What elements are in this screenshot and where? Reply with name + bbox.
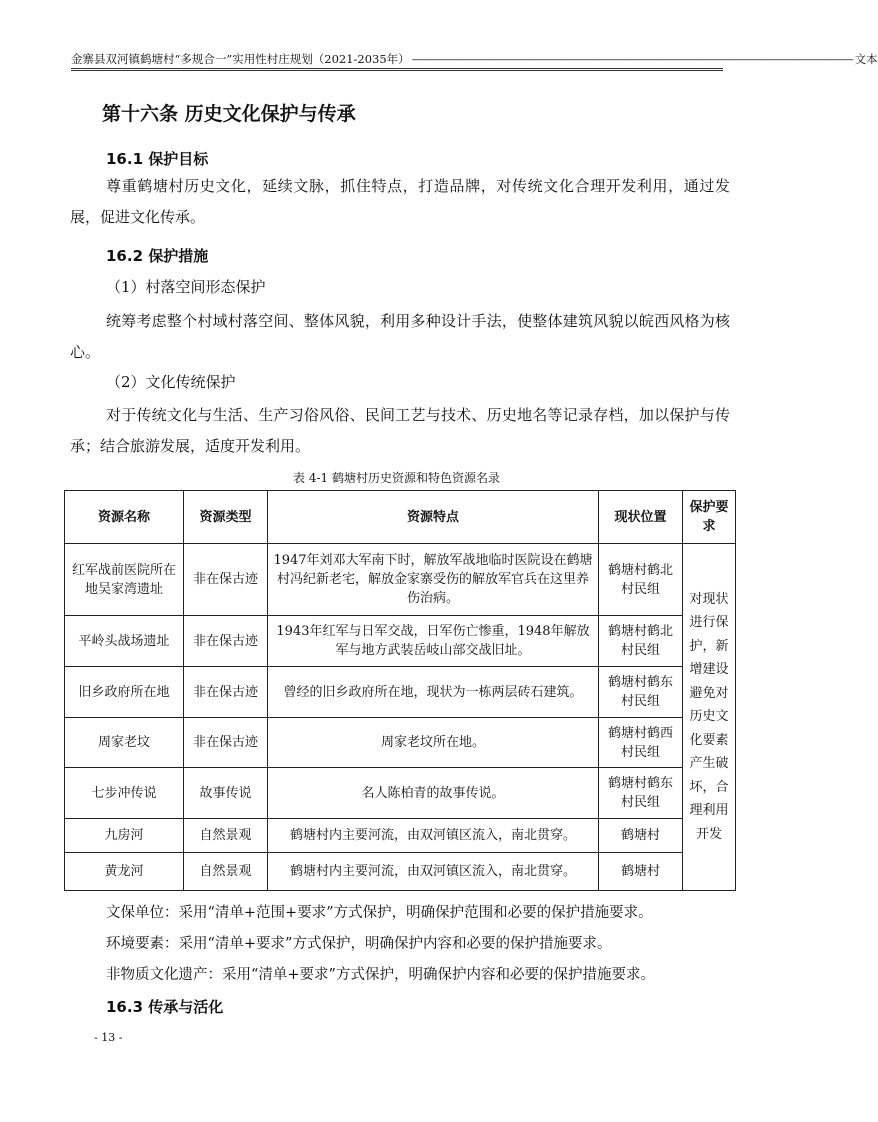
header-location: 现状位置 [599, 491, 683, 544]
table-row [65, 853, 736, 891]
table-row [65, 544, 736, 616]
cell-type: 非在保古迹 [184, 718, 268, 768]
cell-type: 自然景观 [184, 819, 268, 853]
resource-table [64, 490, 736, 891]
cell-name: 黄龙河 [65, 853, 184, 891]
table-row [65, 718, 736, 768]
table-row [65, 667, 736, 718]
section-16-1-text: 尊重鹤塘村历史文化，延续文脉，抓住特点，打造品牌，对传统文化合理开发利用，通过发展，促进文化传承。 [70, 177, 730, 226]
header-right-label: 文本 [854, 52, 878, 66]
cell-location: 鹤塘村鹤北村民组 [599, 544, 683, 616]
cell-protection-requirement: 对现状进行保护，新增建设避免对历史文化要素产生破坏，合理利用开发 [683, 544, 736, 891]
rule-environmental-elements: 环境要素：采用“清单+要求”方式保护，明确保护内容和必要的保护措施要求。 [106, 936, 612, 952]
subsection-1-title: （1）村落空间形态保护 [106, 278, 266, 296]
cell-type: 非在保古迹 [184, 667, 268, 718]
cell-location: 鹤塘村鹤西村民组 [599, 718, 683, 768]
cell-feature: 鹤塘村内主要河流，由双河镇区流入，南北贯穿。 [268, 853, 599, 891]
subsection-2-title: （2）文化传统保护 [106, 373, 236, 391]
cell-name: 红军战前医院所在地吴家湾遗址 [65, 544, 184, 616]
cell-feature: 曾经的旧乡政府所在地，现状为一栋两层砖石建筑。 [268, 667, 599, 718]
header-resource-name: 资源名称 [65, 491, 184, 544]
cell-location: 鹤塘村 [599, 819, 683, 853]
header-resource-feature: 资源特点 [268, 491, 599, 544]
table-header-row [65, 491, 736, 544]
section-heading-16-1: 16.1 保护目标 [106, 150, 209, 168]
article-title: 第十六条 历史文化保护与传承 [102, 103, 356, 125]
subsection-2-text: 对于传统文化与生活、生产习俗风俗、民间工艺与技术、历史地名等记录存档，加以保护与传承；结合旅游发展，适度开发利用。 [70, 406, 730, 455]
page-number: - 13 - [94, 1031, 123, 1044]
cell-location: 鹤塘村鹤东村民组 [599, 667, 683, 718]
cell-feature: 周家老坟所在地。 [268, 718, 599, 768]
cell-name: 七步冲传说 [65, 768, 184, 819]
cell-type: 非在保古迹 [184, 616, 268, 667]
section-heading-16-2: 16.2 保护措施 [106, 247, 209, 265]
table-row [65, 768, 736, 819]
running-header [71, 52, 878, 71]
cell-type: 自然景观 [184, 853, 268, 891]
cell-location: 鹤塘村鹤东村民组 [599, 768, 683, 819]
cell-location: 鹤塘村鹤北村民组 [599, 616, 683, 667]
header-resource-type: 资源类型 [184, 491, 268, 544]
table-row [65, 819, 736, 853]
cell-type: 非在保古迹 [184, 544, 268, 616]
subsection-1-text: 统筹考虑整个村域村落空间、整体风貌，利用多种设计手法，使整体建筑风貌以皖西风格为核心。 [70, 312, 730, 361]
table-row [65, 616, 736, 667]
cell-feature: 1943年红军与日军交战，日军伤亡惨重，1948年解放军与地方武装岳岐山部交战旧址。 [268, 616, 599, 667]
cell-location: 鹤塘村 [599, 853, 683, 891]
cell-name: 平岭头战场遗址 [65, 616, 184, 667]
rule-intangible-heritage: 非物质文化遗产：采用“清单+要求”方式保护，明确保护内容和必要的保护措施要求。 [106, 967, 655, 983]
header-protection-req: 保护要求 [683, 491, 736, 544]
header-title: 金寨县双河镇鹤塘村“多规合一”实用性村庄规划（2021-2035年） [71, 52, 410, 66]
table-caption: 表 4-1 鹤塘村历史资源和特色资源名录 [293, 471, 500, 485]
cell-name: 九房河 [65, 819, 184, 853]
cell-type: 故事传说 [184, 768, 268, 819]
header-dash-rule: —————————————————————————————————————————— [411, 52, 853, 66]
cell-name: 周家老坟 [65, 718, 184, 768]
cell-name: 旧乡政府所在地 [65, 667, 184, 718]
section-heading-16-3: 16.3 传承与活化 [106, 998, 224, 1016]
rule-cultural-relic-units: 文保单位：采用“清单+范围+要求”方式保护，明确保护范围和必要的保护措施要求。 [106, 905, 653, 921]
cell-feature: 1947年刘邓大军南下时，解放军战地临时医院设在鹤塘村冯纪新老宅，解放金家寨受伤的解放军官兵在这里养伤治病。 [268, 544, 599, 616]
cell-feature: 名人陈柏青的故事传说。 [268, 768, 599, 819]
cell-feature: 鹤塘村内主要河流，由双河镇区流入，南北贯穿。 [268, 819, 599, 853]
